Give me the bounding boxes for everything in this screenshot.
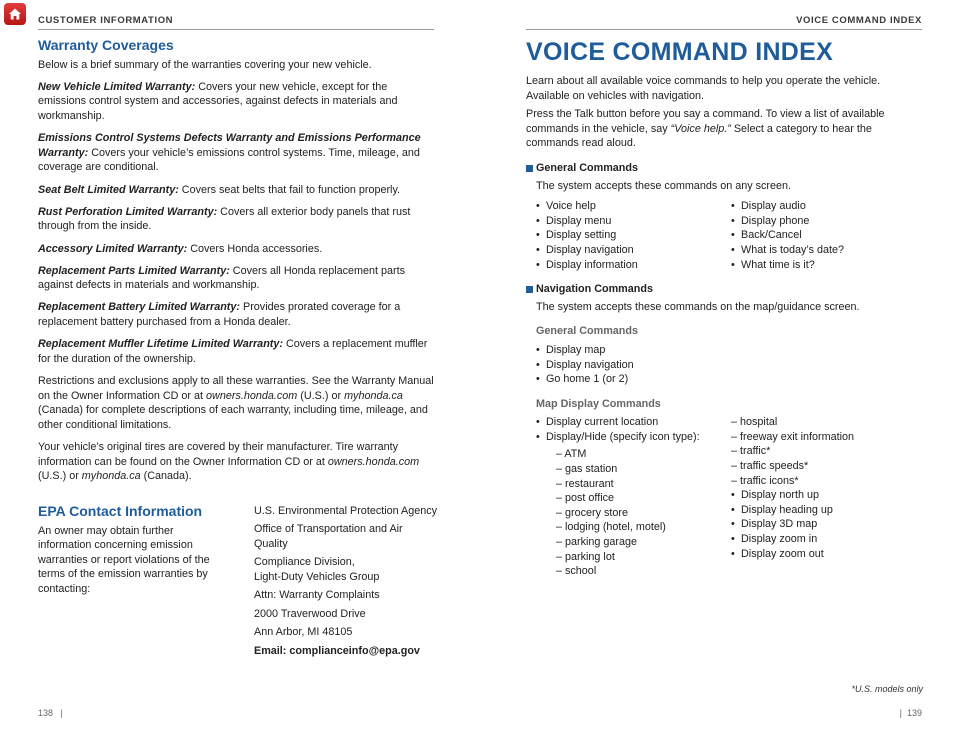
header-right: VOICE COMMAND INDEX [796, 15, 922, 26]
address-line: 2000 Traverwood Drive [254, 607, 366, 620]
owners-honda-link[interactable]: owners.honda.com [206, 389, 298, 402]
voice-help-quote: “Voice help.” [670, 122, 731, 135]
general-command-item: • Display phone [731, 214, 926, 229]
address-line: Attn: Warranty Complaints [254, 589, 380, 602]
voice-section [526, 38, 926, 579]
general-command-item: • Display information [536, 258, 731, 273]
map-command-item: • Display 3D map [731, 517, 926, 532]
warranty-section [38, 38, 434, 491]
restrictions-text-1: Restrictions and exclusions apply to all these warranties. See the Warranty Manual on the Owner Information CD or at [38, 375, 434, 402]
general-command-item: • Voice help [536, 199, 731, 214]
map-icon-type-item: – parking garage [556, 536, 638, 549]
nav-general-subheading: General Commands [536, 325, 639, 338]
warranty-item [38, 242, 434, 257]
warranty-item-text: Covers a replacement muffler for the duration of the ownership. [38, 338, 428, 365]
map-command-item: • Display/Hide (specify icon type): [536, 430, 731, 445]
header-left: CUSTOMER INFORMATION [38, 15, 174, 26]
general-command-item: • Display setting [536, 228, 731, 243]
warranty-item [38, 264, 434, 293]
map-command-item: • Display zoom out [731, 547, 926, 562]
map-icon-type-item: – traffic icons* [731, 474, 799, 487]
map-icon-type-item: – grocery store [556, 506, 629, 519]
voice-intro: Learn about all available voice commands to help you operate the vehicle. Available on vehicles with navigation. [526, 75, 881, 102]
restrictions-text-2: (U.S.) or [297, 389, 345, 402]
nav-general-command-item: • Go home 1 (or 2) [536, 372, 926, 387]
navigation-commands-heading: Navigation Commands [526, 282, 926, 297]
map-icon-type-item: – school [556, 565, 597, 578]
voice-press: Press the Talk button before you say a command. To view a list of available commands in the vehicle, say “Voice help.” Select a category to hear the commands read aloud. [526, 108, 885, 150]
map-command-item: • Display heading up [731, 503, 926, 518]
address-line: Compliance Division, Light-Duty Vehicles Group [254, 556, 380, 583]
warranty-item [38, 205, 434, 234]
epa-title: EPA Contact Information [38, 503, 203, 519]
warranty-item-text: Covers seat belts that fail to function properly. [178, 183, 401, 196]
map-icon-type-item: – lodging (hotel, motel) [556, 521, 666, 534]
warranty-item [38, 337, 434, 366]
warranty-item-text: Covers your new vehicle, except for the emissions control system and accessories, against defects in materials and workmanship. [38, 80, 398, 122]
nav-general-command-item: • Display navigation [536, 358, 926, 373]
warranty-title: Warranty Coverages [38, 37, 174, 53]
epa-text: An owner may obtain further information concerning emission warranties or report violations of the terms of the emission warranties by contacting: [38, 524, 210, 595]
warranty-item-label: New Vehicle Limited Warranty: [38, 80, 196, 93]
map-command-item: • Display north up [731, 488, 926, 503]
home-icon[interactable] [4, 3, 26, 25]
general-commands-list [536, 193, 926, 272]
address-line: Ann Arbor, MI 48105 [254, 626, 353, 639]
myhonda-link[interactable]: myhonda.ca [344, 389, 403, 402]
warranty-item-label: Replacement Parts Limited Warranty: [38, 264, 230, 277]
map-icon-type-item: – post office [556, 492, 615, 505]
warranty-item [38, 131, 434, 175]
map-icon-type-item: – gas station [556, 463, 618, 476]
page-number-right: | 139 [899, 708, 922, 718]
restrictions-text-3: (Canada) for complete descriptions of each warranty, including time, mileage, and other conditional limitations. [38, 404, 428, 431]
warranty-intro: Below is a brief summary of the warranties covering your new vehicle. [38, 58, 372, 71]
map-icon-type-item: – parking lot [556, 550, 615, 563]
warranty-item-label: Accessory Limited Warranty: [38, 242, 188, 255]
map-icon-type-item: – traffic* [731, 445, 771, 458]
warranty-item-label: Replacement Battery Limited Warranty: [38, 301, 240, 314]
warranty-item-text: Covers your vehicle’s emissions control systems. Time, mileage, and coverage are conditional. [38, 146, 420, 174]
warranty-item [38, 300, 434, 329]
warranty-list [38, 80, 434, 367]
address-line: U.S. Environmental Protection Agency [254, 505, 438, 517]
map-icon-type-item: – ATM [556, 448, 587, 461]
general-command-item: • Back/Cancel [731, 228, 926, 243]
header-divider-left [38, 29, 434, 30]
warranty-item-label: Emissions Control Systems Defects Warranty and Emissions Performance Warranty: [38, 132, 421, 159]
general-command-item: • What time is it? [731, 258, 926, 273]
warranty-restrictions [38, 374, 434, 432]
tires-text-2: (U.S.) or [38, 470, 82, 483]
map-command-item: • Display current location [536, 415, 731, 430]
map-display-list [536, 415, 926, 579]
general-command-item: • Display menu [536, 214, 731, 229]
voice-title: VOICE COMMAND INDEX [526, 38, 834, 66]
warranty-item-label: Replacement Muffler Lifetime Limited Warranty: [38, 338, 283, 351]
map-command-item: • Display zoom in [731, 532, 926, 547]
epa-section [38, 504, 228, 597]
header-divider-right [526, 29, 922, 30]
general-command-item: • Display navigation [536, 243, 731, 258]
tires-owners-honda-link[interactable]: owners.honda.com [327, 455, 420, 468]
general-command-item: • Display audio [731, 199, 926, 214]
tires-text-3: (Canada). [140, 470, 192, 483]
warranty-item-text: Covers Honda accessories. [187, 242, 323, 255]
warranty-item-text: Provides prorated coverage for a replacement battery purchased from a Honda dealer. [38, 301, 401, 329]
warranty-item-text: Covers all exterior body panels that rust through from the inside. [38, 205, 411, 233]
epa-email[interactable]: Email: complianceinfo@epa.gov [254, 644, 420, 657]
warranty-item-label: Rust Perforation Limited Warranty: [38, 205, 218, 218]
general-command-item: • What is today’s date? [731, 243, 926, 258]
nav-general-command-item: • Display map [536, 343, 926, 358]
footnote: *U.S. models only [851, 684, 923, 694]
epa-address [254, 504, 439, 662]
warranty-item [38, 80, 434, 124]
map-icon-type-item: – restaurant [556, 477, 614, 490]
general-commands-desc: The system accepts these commands on any screen. [536, 179, 792, 192]
map-icon-type-item: – freeway exit information [731, 430, 855, 443]
map-display-subheading: Map Display Commands [536, 397, 661, 410]
map-icon-type-item: – traffic speeds* [731, 460, 809, 473]
warranty-item-text: Covers all Honda replacement parts against defects in materials and workmanship. [38, 264, 406, 292]
navigation-commands-desc: The system accepts these commands on the map/guidance screen. [536, 300, 860, 313]
map-icon-type-item: – hospital [731, 416, 778, 429]
warranty-tires [38, 440, 434, 484]
address-line: Office of Transportation and Air Quality [254, 523, 403, 550]
page-number-left: 138 | [38, 708, 63, 718]
tires-text-1: Your vehicle’s original tires are covered by their manufacturer. Tire warranty information can be found on the Owner Information CD or at [38, 441, 399, 468]
general-commands-heading: General Commands [526, 161, 926, 176]
warranty-item [38, 183, 434, 198]
tires-myhonda-link[interactable]: myhonda.ca [81, 470, 141, 483]
warranty-item-label: Seat Belt Limited Warranty: [38, 183, 179, 196]
